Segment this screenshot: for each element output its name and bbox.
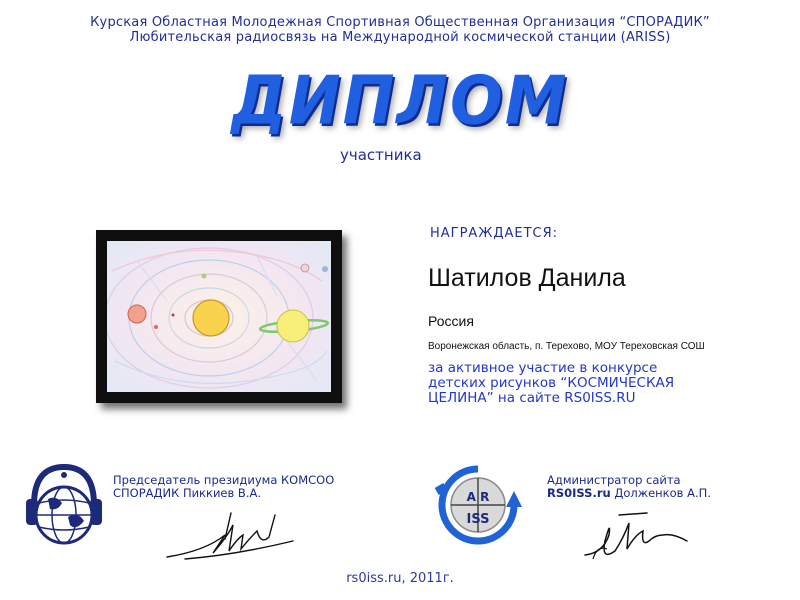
award-reason-line-1: за активное участие в конкурсе: [428, 360, 658, 376]
ariss-logo: [434, 463, 522, 547]
left-signatory-line-2: СПОРАДИК Пиккиев В.А.: [113, 486, 262, 500]
site-name: RS0ISS.ru: [547, 486, 611, 500]
recipient-name: Шатилов Данила: [428, 264, 626, 292]
recipient-location: Воронежская область, п. Терехово, МОУ Тереховская СОШ: [428, 341, 705, 352]
right-signatory-name: Долженков А.П.: [610, 486, 711, 500]
globe-headphones-logo: [24, 459, 104, 551]
footer-site-year: rs0iss.ru, 2011г.: [346, 571, 454, 586]
solar-system-drawing: [107, 241, 331, 392]
drawing-frame: [96, 230, 342, 403]
ariss-logo-bottom-text: ISS: [466, 512, 490, 527]
award-reason: [428, 361, 768, 406]
award-reason-line-3: ЦЕЛИНА” на сайте RS0ISS.RU: [428, 390, 636, 406]
ariss-logo-top-text: A R: [466, 490, 490, 504]
left-signatory-line-1: Председатель президиума КОМСОО: [113, 473, 335, 487]
awarded-label: НАГРАЖДАЕТСЯ:: [430, 226, 559, 241]
right-signatory-line-1: Администратор сайта: [547, 473, 681, 487]
recipient-country: Россия: [428, 313, 474, 329]
organization-line-2: Любительская радиосвязь на Международной космической станции (ARISS): [129, 30, 671, 45]
diploma-title: ДИПЛОМ: [231, 61, 569, 140]
organization-line-1: Курская Областная Молодежная Спортивная Общественная Организация “СПОРАДИК”: [90, 15, 710, 30]
left-signature: [165, 495, 295, 570]
right-signatory: [547, 474, 787, 500]
diploma-subtitle: участника: [340, 146, 422, 164]
award-reason-line-2: детских рисунков “КОСМИЧЕСКАЯ: [428, 375, 675, 391]
right-signatory-line-2: [547, 487, 787, 500]
right-signature: [583, 505, 693, 567]
